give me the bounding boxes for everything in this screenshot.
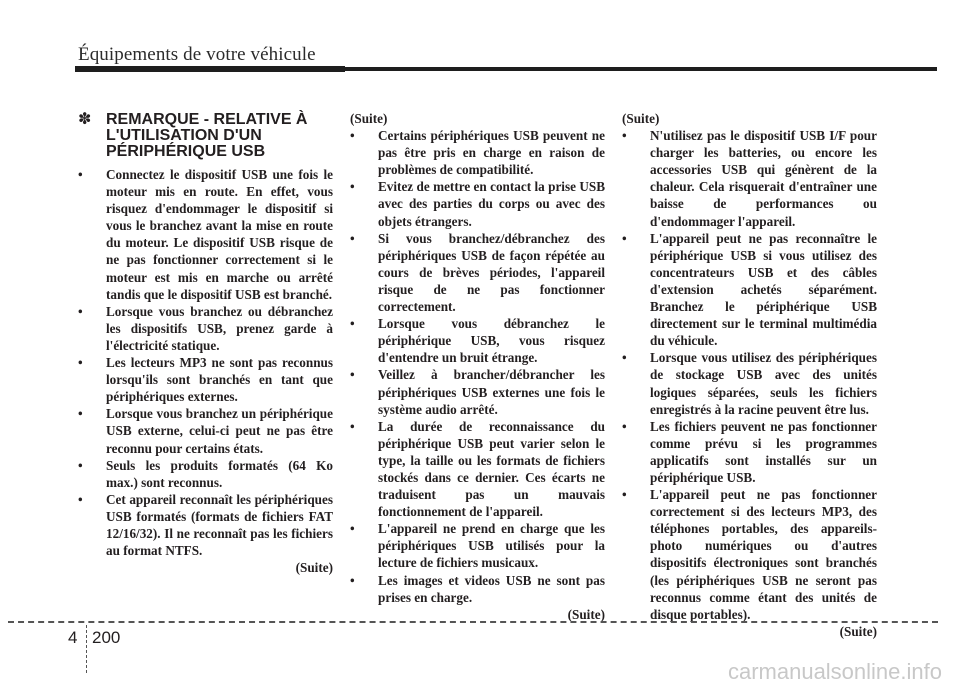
list-item: [78, 405, 333, 456]
list-item-text: Les images et videos USB ne sont pas prises en charge.: [378, 572, 605, 605]
list-item-text: Evitez de mettre en contact la prise USB avec des parties du corps ou avec des objets étrangers.: [378, 179, 605, 229]
list-item: [350, 418, 605, 521]
list-item: [78, 354, 333, 405]
page-number: 200: [92, 628, 121, 647]
bullet-icon: •: [78, 491, 83, 507]
bullet-list: [350, 127, 605, 606]
continued-from-label: (Suite): [350, 111, 388, 126]
list-item-text: Lorsque vous branchez ou débranchez les dispositifs USB, prenez garde à l'électricité statique.: [106, 303, 333, 353]
footer-rule: [8, 621, 938, 623]
bullet-list: [78, 166, 333, 559]
list-item-text: Les fichiers peuvent ne pas fonctionner comme prévu si les programmes applicatifs sont installés sur un périphérique USB.: [650, 418, 877, 485]
list-item-text: La durée de reconnaissance du périphérique USB peut varier selon le type, la taille ou les formats de fichiers stockés dans ce dernier. Ces écarts ne traduisent pas un mauvais fonctionnement de l'appareil.: [378, 418, 605, 520]
bullet-icon: •: [78, 167, 83, 182]
list-item: [78, 166, 333, 303]
list-item: [350, 127, 605, 178]
bullet-icon: •: [622, 350, 627, 366]
list-item: [350, 520, 605, 571]
list-item: [350, 178, 605, 229]
bullet-icon: •: [350, 128, 355, 144]
list-item: [350, 230, 605, 315]
footer-divider: [86, 625, 87, 673]
list-item: [622, 230, 877, 350]
list-item: [622, 418, 877, 486]
bullet-icon: •: [350, 418, 355, 434]
bullet-icon: •: [78, 457, 83, 473]
list-item-text: L'appareil peut ne pas reconnaître le périphérique USB si vous utilisez des concentrateurs USB et des câbles d'extension achetés séparément. Branchez le périphérique USB directement sur le terminal multimédia du véhicule.: [650, 230, 877, 349]
bullet-icon: •: [350, 521, 355, 537]
chapter-number: 4: [68, 628, 78, 647]
bullet-icon: •: [78, 355, 83, 371]
column-3: [622, 110, 877, 640]
list-item-text: L'appareil peut ne pas fonctionner correctement si des lecteurs MP3, des téléphones portables, des appareils-photo numériques ou d'autres dispositifs électroniques sont branchés (les périphériques USB ne seront pas reconnus comme étant des unités de disque portables).: [650, 487, 877, 622]
list-item-text: Certains périphériques USB peuvent ne pas être pris en charge en raison de problèmes de compatibilité.: [378, 128, 605, 178]
column-1: [78, 112, 333, 576]
bullet-icon: •: [622, 128, 627, 144]
bullet-icon: •: [622, 418, 627, 434]
bullet-icon: •: [350, 316, 355, 332]
continued-label: (Suite): [839, 623, 877, 639]
list-item-text: Connectez le dispositif USB une fois le moteur mis en route. En effet, vous risquez d'endommager le dispositif si vous le branchez avant la mise en route du moteur. Le dispositif USB risque de ne pas fonctionner correctement si le moteur est mis en marche ou arrêté tandis que le dispositif USB est branché.: [106, 167, 333, 302]
list-item-text: Seuls les produits formatés (64 Ko max.) sont reconnus.: [106, 457, 333, 490]
list-item-text: L'appareil ne prend en charge que les périphériques USB utilisés pour la lecture de fichiers musicaux.: [378, 521, 605, 571]
list-item-text: Les lecteurs MP3 ne sont pas reconnus lorsqu'ils sont branchés en tant que périphériques externes.: [106, 355, 333, 405]
continued-label: (Suite): [567, 606, 605, 622]
list-item-text: N'utilisez pas le dispositif USB I/F pour charger les batteries, ou encore les accessories USB qui génèrent de la chaleur. Cela risquerait d'entraîner une baisse de performances ou d'endommager l'appareil.: [650, 128, 877, 229]
list-item: [78, 457, 333, 491]
continued-label: (Suite): [295, 560, 333, 576]
header-rule: [75, 67, 937, 71]
bullet-icon: •: [622, 230, 627, 246]
list-item: [350, 572, 605, 606]
list-item: [350, 315, 605, 366]
list-item-text: Lorsque vous débranchez le périphérique USB, vous risquez d'entendre un bruit étrange.: [378, 316, 605, 366]
list-item-text: Lorsque vous utilisez des périphériques de stockage USB avec des unités logiques séparées, seuls les fichiers enregistrés à la racine peuvent être lus.: [650, 350, 877, 417]
list-item: [350, 366, 605, 417]
note-heading-text: REMARQUE - RELATIVE À L'UTILISATION D'UN PÉRIPHÉRIQUE USB: [106, 111, 308, 160]
page-header-title: Équipements de votre véhicule: [78, 44, 316, 65]
list-item-text: Cet appareil reconnaît les périphériques USB formatés (formats de fichiers FAT 12/16/32). Il ne reconnaît pas les fichiers au format NTFS.: [106, 491, 333, 559]
bullet-icon: •: [350, 367, 355, 383]
column-2: [350, 110, 605, 623]
list-item: [622, 127, 877, 230]
list-item-text: Veillez à brancher/débrancher les périphériques USB externes une fois le système audio arrêté.: [378, 367, 605, 417]
list-item: [78, 491, 333, 559]
continued-from-label: (Suite): [622, 111, 660, 126]
watermark: carmanualsonline.info: [727, 659, 942, 684]
bullet-icon: •: [350, 179, 355, 195]
list-item: [78, 303, 333, 354]
bullet-icon: •: [350, 230, 355, 246]
note-heading: [78, 112, 333, 160]
list-item-text: Lorsque vous branchez un périphérique USB externe, celui-ci peut ne pas être reconnu pour certains états.: [106, 406, 333, 456]
bullet-icon: •: [350, 572, 355, 588]
bullet-icon: •: [622, 487, 627, 503]
bullet-icon: •: [78, 303, 83, 319]
list-item: [622, 349, 877, 417]
bullet-list: [622, 127, 877, 623]
list-item: [622, 486, 877, 623]
bullet-icon: •: [78, 406, 83, 422]
asterisk-icon: ✽: [78, 111, 92, 128]
list-item-text: Si vous branchez/débranchez des périphériques USB de façon répétée au cours de brèves périodes, l'appareil risque de ne pas fonctionner correctement.: [378, 230, 605, 315]
